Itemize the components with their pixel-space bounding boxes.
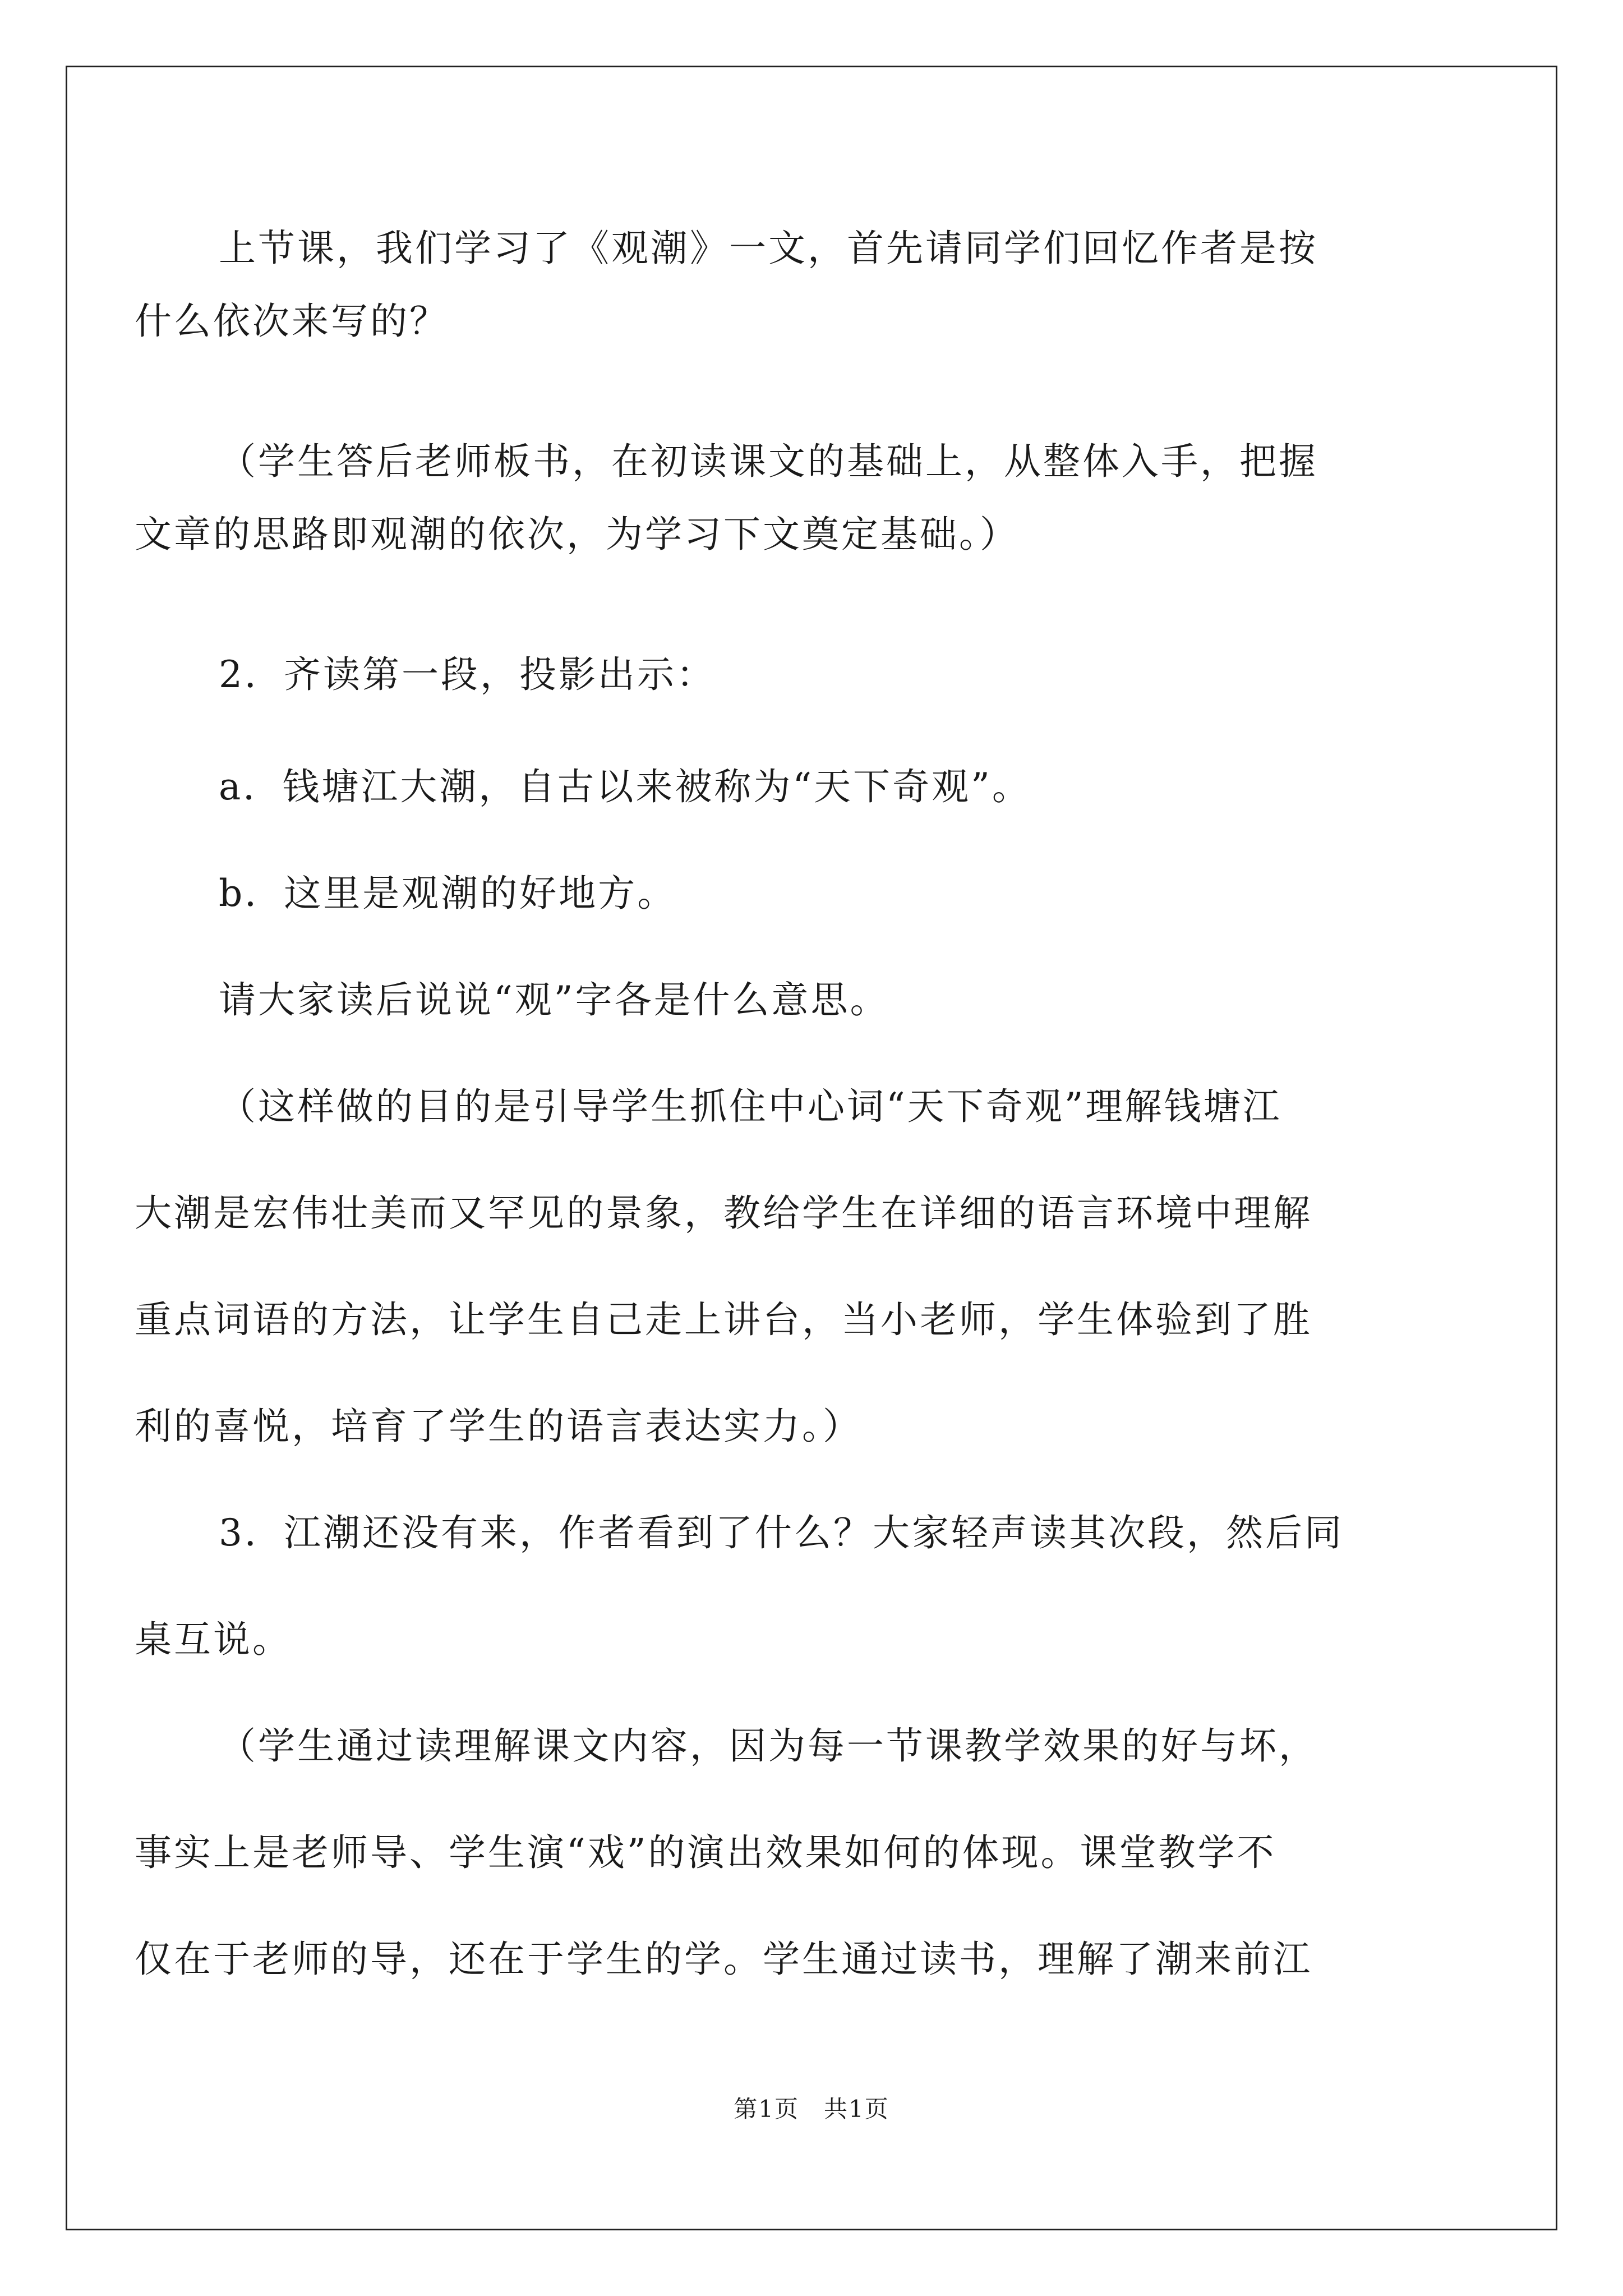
paragraph-line: 3．江潮还没有来，作者看到了什么？大家轻声读其次段，然后同 — [219, 1511, 1344, 1554]
paragraph-line: 事实上是老师导、学生演“戏”的演出效果如何的体现。课堂教学不 — [135, 1831, 1276, 1874]
page-border — [66, 66, 1557, 2230]
paragraph-line: a．钱塘江大潮，自古以来被称为“天下奇观”。 — [219, 765, 1031, 808]
paragraph-line: 上节课，我们学习了《观潮》一文，首先请同学们回忆作者是按 — [219, 227, 1318, 270]
paragraph-line: 仅在于老师的导，还在于学生的学。学生通过读书，理解了潮来前江 — [135, 1938, 1312, 1981]
paragraph-line: 2．齐读第一段，投影出示： — [219, 653, 716, 696]
paragraph-line: （学生通过读理解课文内容，因为每一节课教学效果的好与坏， — [219, 1724, 1318, 1768]
paragraph-line: （学生答后老师板书，在初读课文的基础上，从整体入手，把握 — [219, 440, 1318, 483]
paragraph-line: 重点词语的方法，让学生自己走上讲台，当小老师，学生体验到了胜 — [135, 1298, 1312, 1341]
paragraph-line: 利的喜悦，培育了学生的语言表达实力。） — [135, 1405, 862, 1448]
paragraph-line: 文章的思路即观潮的依次，为学习下文奠定基础。） — [135, 513, 1019, 556]
paragraph-line: 什么依次来写的？ — [135, 300, 449, 343]
paragraph-line: b．这里是观潮的好地方。 — [219, 872, 677, 915]
paragraph-line: 大潮是宏伟壮美而又罕见的景象，教给学生在详细的语言环境中理解 — [135, 1191, 1312, 1235]
page-number-footer: 第1页 共1页 — [734, 2095, 889, 2123]
paragraph-line: 桌互说。 — [135, 1618, 292, 1661]
paragraph-line: 请大家读后说说“观”字各是什么意思。 — [219, 978, 889, 1022]
paragraph-line: （这样做的目的是引导学生抓住中心词“天下奇观”理解钱塘江 — [219, 1085, 1282, 1128]
